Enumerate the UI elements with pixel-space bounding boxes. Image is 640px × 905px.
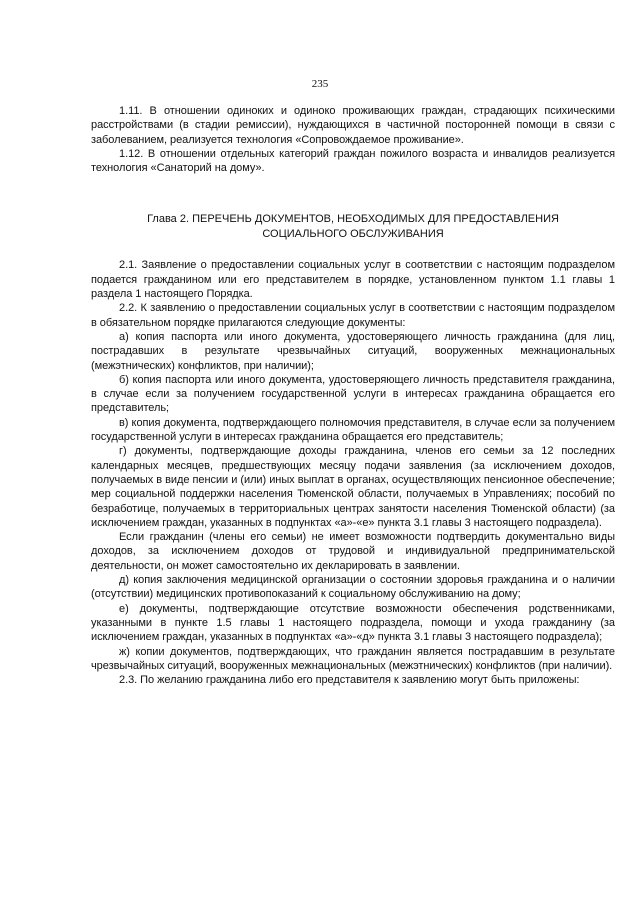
paragraph-2-3: 2.3. По желанию гражданина либо его представителя к заявлению могут быть приложены:: [119, 674, 580, 687]
page-number: 235: [311, 78, 329, 90]
paragraph-1-11: 1.11. В отношении одиноких и одиноко проживающих граждан, страдающих психическими расстройствами (в стадии ремиссии), нуждающихся в частичной посторонней помощи в связи с заболеванием, реализуется технология «Сопровождаемое проживание».: [91, 105, 615, 146]
paragraph-2-2: 2.2. К заявлению о предоставлении социальных услуг в соответствии с настоящим подразделом в обязательном порядке прилагаются следующие документы:: [91, 302, 615, 329]
list-item-zh: ж) копии документов, подтверждающих, что гражданин является пострадавшим в результате чрезвычайных ситуаций, вооруженных межнациональных (межэтнических) конфликтов (при наличии).: [91, 645, 615, 672]
chapter-heading: [91, 212, 615, 242]
paragraph-2-1: 2.1. Заявление о предоставлении социальных услуг в соответствии с настоящим подразделом подается гражданином или его представителем в порядке, установленном пунктом 1.1 главы 1 раздела 1 настоящего Порядка.: [91, 259, 615, 301]
list-item-b: б) копия паспорта или иного документа, удостоверяющего личность представителя гражданина, в случае если за получением государственной услуги в интересах гражданина обращается его представитель;: [91, 373, 615, 415]
chapter-title-line-2: СОЦИАЛЬНОГО ОБСЛУЖИВАНИЯ: [262, 228, 444, 241]
list-item-d: д) копия заключения медицинской организации о состоянии здоровья гражданина и о наличии (отсутствии) медицинских противопоказаний к социальному обслуживанию на дому;: [91, 574, 615, 601]
list-item-g: г) документы, подтверждающие доходы гражданина, членов его семьи за 12 последних календарных месяцев, предшествующих месяцу подачи заявления (за исключением доходов, получаемых в виде пенсии и (или) иных выплат в органах, осуществляющих пенсионное обеспечение; мер социальной поддержки населения Тюменской области, получаемых в Управлениях; пособий по безработице, получаемых в территориальных центрах занятости населения Тюменской области) (за исключением граждан, указанных в подпунктах «а»-«е» пункта 3.1 главы 3 настоящего подраздела).: [91, 445, 615, 529]
list-item-a: а) копия паспорта или иного документа, удостоверяющего личность гражданина (для лиц, пострадавших в результате чрезвычайных ситуаций, вооруженных межнациональных (межэтнических) конфликтов, при наличии);: [91, 330, 615, 372]
income-declaration-paragraph: Если гражданин (члены его семьи) не имеет возможности подтвердить документально виды доходов, за исключением доходов от трудовой и индивидуальной предпринимательской деятельности, он может самостоятельно их декларировать в заявлении.: [91, 531, 615, 572]
list-item-v: в) копия документа, подтверждающего полномочия представителя, в случае если за получением государственной услуги в интересах гражданина обращается его представитель;: [91, 416, 615, 444]
paragraph-1-12: 1.12. В отношении отдельных категорий граждан пожилого возраста и инвалидов реализуется технология «Санаторий на дому».: [91, 147, 615, 175]
chapter-title-line-1: Глава 2. ПЕРЕЧЕНЬ ДОКУМЕНТОВ, НЕОБХОДИМЫХ ДЛЯ ПРЕДОСТАВЛЕНИЯ: [147, 213, 559, 226]
page-content: [91, 104, 615, 687]
heading-gap: [91, 242, 615, 258]
section-gap: [91, 175, 615, 212]
list-item-e: е) документы, подтверждающие отсутствие возможности обеспечения родственниками, указанными в пункте 1.5 главы 1 настоящего подраздела, помощи и ухода гражданину (за исключением граждан, указанных в подпунктах «а»-«д» пункта 3.1 главы 3 настоящего подраздела);: [91, 602, 615, 644]
